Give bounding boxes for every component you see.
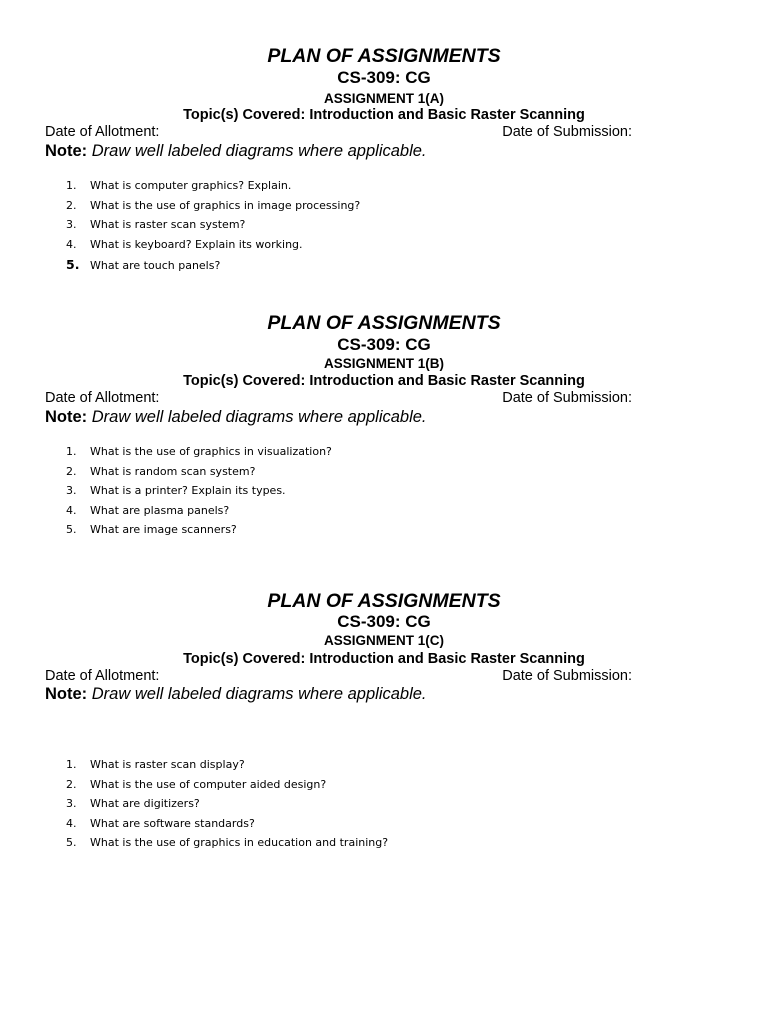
question-text: What is a printer? Explain its types. xyxy=(90,484,286,497)
note-label: Note: xyxy=(45,408,88,426)
note-label: Note: xyxy=(45,142,88,160)
question-number: 4. xyxy=(66,237,77,251)
course-code-a: CS-309: CG xyxy=(337,68,431,87)
list-item xyxy=(66,462,332,482)
question-number: 4. xyxy=(66,503,77,517)
list-item xyxy=(66,481,332,501)
question-list-b xyxy=(66,442,332,540)
note-label: Note: xyxy=(45,685,88,703)
question-number: 3. xyxy=(66,797,77,810)
dates-row-c xyxy=(45,668,632,685)
note-line-c xyxy=(45,685,427,704)
course-code-c: CS-309: CG xyxy=(337,612,431,631)
question-text: What is the use of graphics in education and training? xyxy=(90,836,389,849)
question-text: What is raster scan display? xyxy=(90,758,245,771)
question-list-a xyxy=(66,176,360,275)
list-item xyxy=(66,501,332,521)
question-text: What is the use of graphics in visualization? xyxy=(90,445,332,458)
question-list-c xyxy=(66,755,388,853)
note-text: Draw well labeled diagrams where applicable. xyxy=(91,685,427,703)
question-text: What is computer graphics? Explain. xyxy=(90,179,292,192)
plan-title-b: PLAN OF ASSIGNMENTS xyxy=(267,312,501,334)
list-item xyxy=(66,254,360,275)
question-number: 5. xyxy=(66,257,80,272)
dates-row-a xyxy=(45,124,632,141)
assignment-heading-b: ASSIGNMENT 1(B) xyxy=(323,356,444,371)
list-item xyxy=(66,833,388,853)
note-line-a xyxy=(45,142,427,161)
list-item xyxy=(66,755,388,775)
question-number: 4. xyxy=(66,816,77,830)
date-of-submission-label: Date of Submission: xyxy=(502,390,632,406)
topic-line-a: Topic(s) Covered: Introduction and Basic Raster Scanning xyxy=(183,107,585,123)
question-number: 1. xyxy=(66,179,77,192)
question-number: 5. xyxy=(66,523,77,536)
question-text: What are digitizers? xyxy=(90,797,200,810)
question-text: What are software standards? xyxy=(90,816,255,830)
date-of-submission-label: Date of Submission: xyxy=(502,668,632,684)
question-number: 2. xyxy=(66,777,77,791)
list-item xyxy=(66,235,360,255)
date-of-submission-label: Date of Submission: xyxy=(502,124,632,140)
question-number: 1. xyxy=(66,758,77,771)
date-of-allotment-label: Date of Allotment: xyxy=(45,390,160,406)
question-text: What are touch panels? xyxy=(90,259,221,272)
list-item xyxy=(66,196,360,216)
dates-row-b xyxy=(45,390,632,407)
topic-line-b: Topic(s) Covered: Introduction and Basic Raster Scanning xyxy=(183,373,585,389)
list-item xyxy=(66,176,360,196)
question-text: What are image scanners? xyxy=(90,523,237,536)
question-text: What is random scan system? xyxy=(90,464,256,478)
list-item xyxy=(66,814,388,834)
question-text: What is the use of computer aided design? xyxy=(90,777,327,791)
question-number: 1. xyxy=(66,445,77,458)
list-item xyxy=(66,442,332,462)
question-number: 2. xyxy=(66,464,77,478)
question-number: 5. xyxy=(66,836,77,849)
question-text: What is raster scan system? xyxy=(90,218,246,231)
list-item xyxy=(66,775,388,795)
question-text: What is the use of graphics in image processing? xyxy=(90,198,361,212)
question-number: 3. xyxy=(66,218,77,231)
question-number: 3. xyxy=(66,484,77,497)
plan-title-a: PLAN OF ASSIGNMENTS xyxy=(267,45,501,67)
question-text: What are plasma panels? xyxy=(90,503,230,517)
plan-title-c: PLAN OF ASSIGNMENTS xyxy=(267,590,501,612)
list-item xyxy=(66,794,388,814)
topic-line-c: Topic(s) Covered: Introduction and Basic Raster Scanning xyxy=(183,651,585,667)
date-of-allotment-label: Date of Allotment: xyxy=(45,124,160,140)
date-of-allotment-label: Date of Allotment: xyxy=(45,668,160,684)
list-item xyxy=(66,215,360,235)
note-text: Draw well labeled diagrams where applicable. xyxy=(91,142,427,160)
note-line-b xyxy=(45,408,427,427)
question-text: What is keyboard? Explain its working. xyxy=(90,237,303,251)
course-code-b: CS-309: CG xyxy=(337,335,431,354)
note-text: Draw well labeled diagrams where applicable. xyxy=(91,408,427,426)
question-number: 2. xyxy=(66,198,77,212)
assignment-heading-a: ASSIGNMENT 1(A) xyxy=(323,91,444,106)
list-item xyxy=(66,520,332,540)
assignment-heading-c: ASSIGNMENT 1(C) xyxy=(323,633,444,648)
